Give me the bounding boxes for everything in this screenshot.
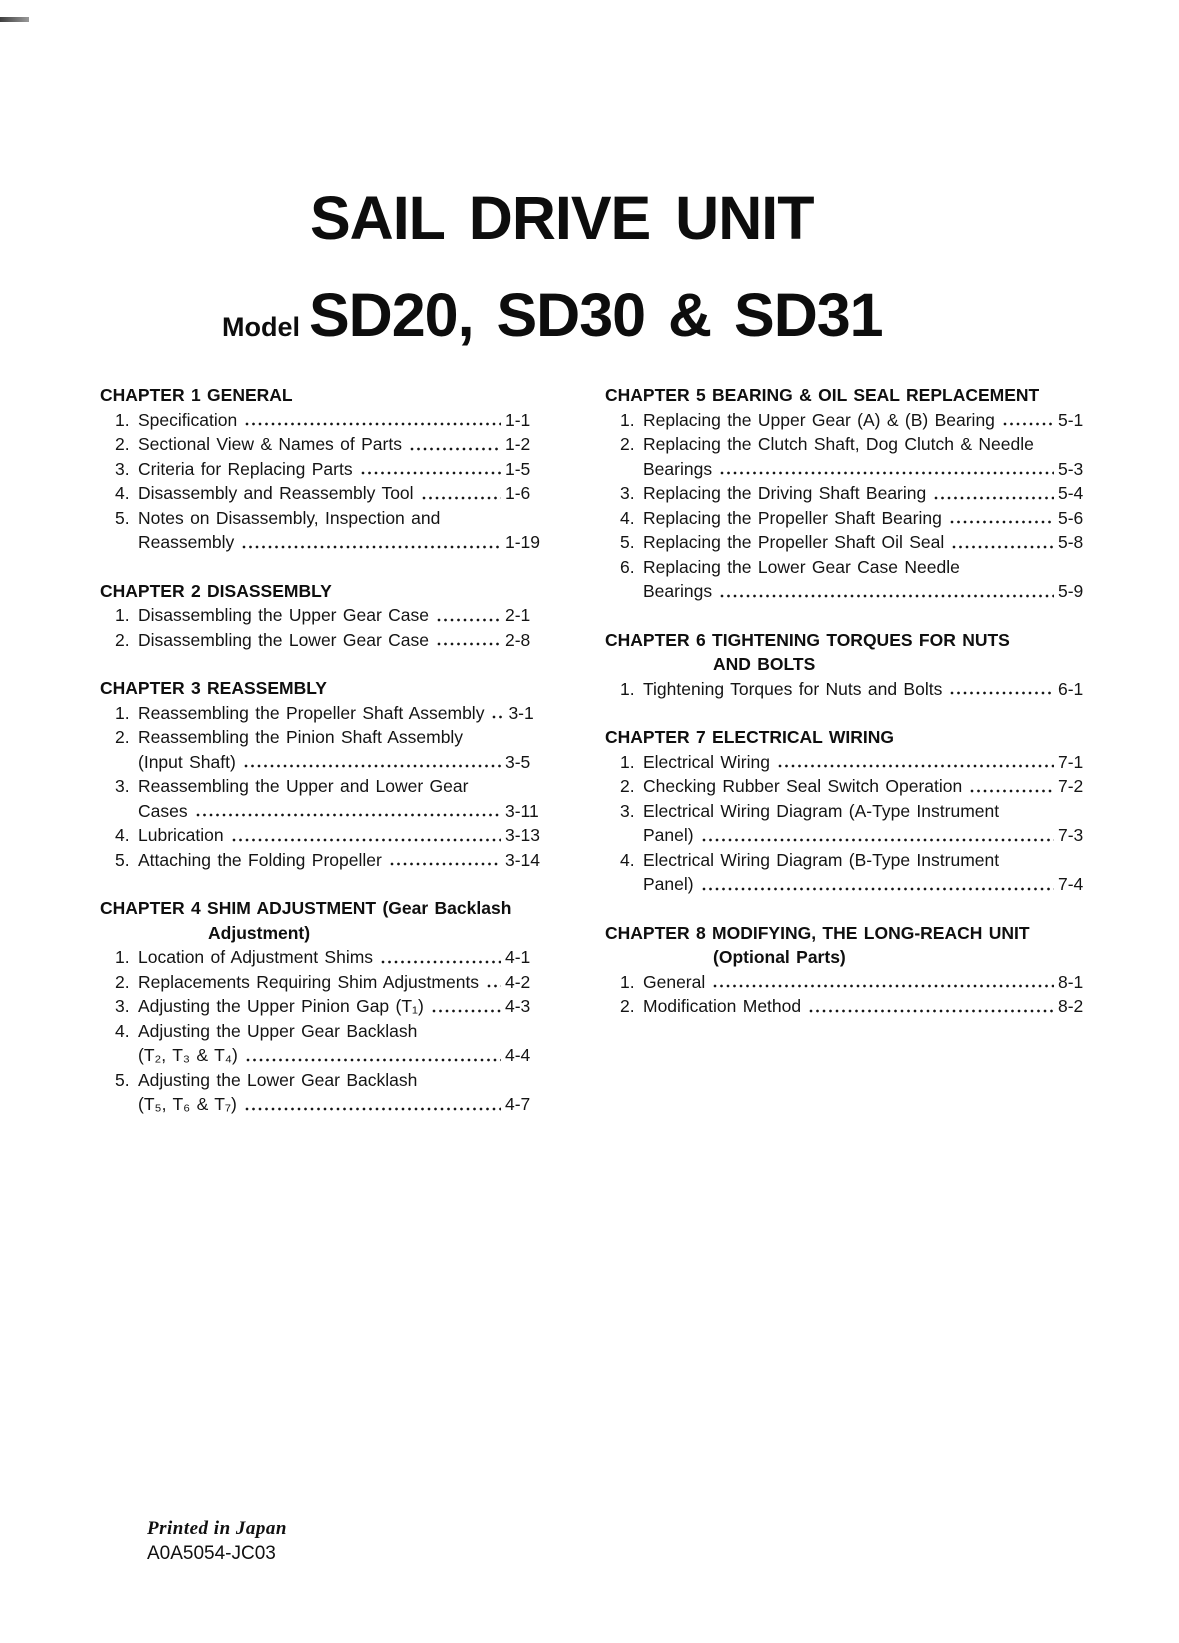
toc-entry-line (100, 970, 545, 995)
entry-number: 1. (620, 678, 635, 699)
toc-entry-line (100, 481, 545, 506)
entry-number: 1. (620, 751, 635, 772)
toc-entry-line (100, 848, 545, 873)
entry-number: 4. (115, 483, 130, 503)
entry-text: Bearings (643, 581, 713, 601)
entry-number: 6. (620, 556, 635, 577)
dot-leader (244, 764, 501, 768)
toc-left-column (100, 383, 545, 1117)
toc-entry-line (605, 823, 1098, 848)
toc-entry-line (100, 725, 545, 750)
chapter-title-line: CHAPTER 8 MODIFYING, THE LONG-REACH UNIT (605, 922, 1030, 943)
entry-text: Bearings (643, 458, 713, 479)
page-number: 5-1 (1058, 409, 1084, 430)
toc-entry-line (605, 799, 1098, 824)
toc-right-column (605, 383, 1098, 1117)
entry-text: Checking Rubber Seal Switch Operation (643, 776, 963, 796)
page-number: 2-8 (505, 629, 531, 650)
entry-number: 2. (115, 629, 130, 650)
entry-text: General (643, 971, 706, 992)
chapter-title-line: (Optional Parts) (713, 947, 846, 967)
entry-text: Adjusting the Lower Gear Backlash (138, 1069, 418, 1090)
chapter-title-line: AND BOLTS (713, 654, 816, 674)
entry-number: 5. (115, 1069, 130, 1090)
toc-entry-line (605, 530, 1098, 555)
dot-leader (809, 1009, 1054, 1013)
entry-text: Replacing the Lower Gear Case Needle (643, 556, 960, 577)
dot-leader (432, 1009, 501, 1013)
toc-entry-line (100, 457, 545, 482)
page-footer (147, 1516, 287, 1566)
chapter-title-line: CHAPTER 4 SHIM ADJUSTMENT (Gear Backlash (100, 898, 512, 918)
page-number: 1-2 (505, 434, 531, 454)
entry-text: Replacing the Driving Shaft Bearing (643, 483, 927, 503)
scan-artifact-mark (0, 17, 29, 22)
entry-number: 5. (115, 849, 130, 870)
entry-number: 1. (115, 605, 130, 625)
dot-leader (245, 1107, 501, 1111)
dot-leader (778, 764, 1054, 768)
entry-text: Electrical Wiring Diagram (B-Type Instrument (643, 849, 1000, 870)
entry-number: 5. (620, 532, 635, 552)
entry-number: 3. (620, 483, 635, 503)
page-number: 4-4 (505, 1045, 531, 1065)
dot-leader (950, 520, 1054, 524)
entry-text: Replacing the Upper Gear (A) & (B) Bearing (643, 409, 995, 430)
toc-entry-line (100, 1019, 545, 1044)
chapter-title-line: CHAPTER 7 ELECTRICAL WIRING (605, 727, 895, 747)
dot-leader (720, 594, 1054, 598)
page-number: 5-8 (1058, 532, 1084, 552)
toc-entry-line (100, 506, 545, 531)
entry-number: 2. (115, 434, 130, 454)
dot-leader (245, 422, 501, 426)
page-number: 1-5 (505, 458, 531, 479)
toc-entry-line (100, 774, 545, 799)
dot-leader (390, 862, 501, 866)
toc-entry-line (100, 750, 545, 775)
entry-text: Disassembly and Reassembly Tool (138, 483, 414, 503)
entry-text: Reassembling the Propeller Shaft Assembly (138, 702, 485, 723)
page-number: 5-6 (1058, 507, 1084, 528)
toc-entry-line (605, 481, 1098, 506)
chapter-title-line: CHAPTER 1 GENERAL (100, 385, 293, 405)
toc-chapter (605, 921, 1098, 1019)
dot-leader (410, 447, 501, 451)
dot-leader (702, 887, 1054, 891)
toc-entry-line (605, 872, 1098, 897)
entry-number: 2. (115, 971, 130, 992)
entry-text: Lubrication (138, 825, 224, 845)
page-number: 3-5 (505, 751, 531, 772)
page-number: 3-13 (505, 825, 541, 845)
dot-leader (242, 545, 501, 549)
toc-chapter (100, 383, 545, 555)
toc-chapter (605, 628, 1098, 702)
entry-text: Tightening Torques for Nuts and Bolts (643, 678, 943, 699)
model-row (222, 275, 883, 367)
dot-leader (970, 789, 1054, 793)
entry-text: (Input Shaft) (138, 751, 236, 772)
entry-text: Modification Method (643, 996, 802, 1016)
toc-entry-line (605, 994, 1098, 1019)
toc-chapter (605, 383, 1098, 604)
dot-leader (196, 813, 501, 817)
dot-leader (232, 838, 501, 842)
entry-text: Cases (138, 800, 188, 821)
title-block (222, 178, 883, 367)
dot-leader (487, 984, 501, 988)
dot-leader (713, 984, 1054, 988)
toc-entry-line (100, 408, 545, 433)
entry-text: Criteria for Replacing Parts (138, 458, 353, 479)
toc-entry-line (100, 530, 545, 555)
model-label: Model (222, 312, 300, 342)
page-number: 3-1 (508, 702, 534, 723)
toc-entry-line (100, 1092, 545, 1117)
page-number: 3-11 (505, 800, 539, 821)
entry-text: (T₂, T₃ & T₄) (138, 1045, 238, 1065)
entry-text: Panel) (643, 874, 694, 894)
entry-number: 2. (620, 996, 635, 1016)
entry-text: Reassembling the Upper and Lower Gear (138, 776, 469, 796)
entry-text: Electrical Wiring Diagram (A-Type Instrument (643, 800, 1000, 821)
entry-text: Reassembly (138, 532, 235, 552)
page-number: 7-4 (1058, 874, 1084, 894)
entry-text: (T₅, T₆ & T₇) (138, 1094, 237, 1114)
entry-number: 4. (115, 1020, 130, 1041)
toc-entry-line (605, 970, 1098, 995)
page-number: 7-2 (1058, 776, 1084, 796)
toc-entry-line (100, 1068, 545, 1093)
toc-chapter (605, 725, 1098, 897)
entry-text: Specification (138, 409, 238, 430)
entry-text: Adjusting the Upper Pinion Gap (T₁) (138, 996, 424, 1016)
page-number: 1-19 (505, 532, 541, 552)
entry-text: Location of Adjustment Shims (138, 947, 374, 967)
toc-entry-line (605, 774, 1098, 799)
document-code: A0A5054-JC03 (147, 1543, 276, 1564)
entry-number: 4. (115, 825, 130, 845)
page-number: 4-7 (505, 1094, 531, 1114)
page-number: 3-14 (505, 849, 541, 870)
page-number: 1-6 (505, 483, 531, 503)
toc-entry-line (100, 994, 545, 1019)
entry-text: Electrical Wiring (643, 751, 770, 772)
table-of-contents (100, 383, 1098, 1117)
chapter-title-line: Adjustment) (208, 922, 311, 943)
toc-entry-line (100, 945, 545, 970)
toc-entry-line (605, 677, 1098, 702)
entry-text: Reassembling the Pinion Shaft Assembly (138, 727, 464, 747)
entry-number: 1. (115, 947, 130, 967)
entry-number: 3. (620, 800, 635, 821)
dot-leader (492, 715, 504, 719)
dot-leader (437, 642, 501, 646)
toc-entry-line (100, 432, 545, 457)
entry-text: Replacing the Propeller Shaft Bearing (643, 507, 942, 528)
dot-leader (246, 1058, 501, 1062)
entry-text: Adjusting the Upper Gear Backlash (138, 1020, 418, 1041)
entry-text: Replacing the Clutch Shaft, Dog Clutch & Needle (643, 434, 1034, 454)
title-row (310, 178, 883, 275)
page-number: 4-2 (505, 971, 531, 992)
toc-chapter (100, 896, 545, 1117)
entry-number: 2. (620, 776, 635, 796)
dot-leader (934, 496, 1054, 500)
chapter-title-line: CHAPTER 2 DISASSEMBLY (100, 580, 332, 601)
entry-text: Sectional View & Names of Parts (138, 434, 402, 454)
toc-entry-line (605, 579, 1098, 604)
entry-number: 3. (115, 458, 130, 479)
entry-number: 3. (115, 776, 130, 796)
page-number: 4-1 (505, 947, 531, 967)
toc-entry-line (100, 603, 545, 628)
page-number: 8-1 (1058, 971, 1084, 992)
entry-text: Attaching the Folding Propeller (138, 849, 382, 870)
toc-chapter (100, 676, 545, 872)
entry-text: Panel) (643, 825, 694, 845)
entry-number: 1. (115, 702, 130, 723)
toc-entry-line (100, 799, 545, 824)
page-number: 7-3 (1058, 825, 1084, 845)
chapter-title-line: CHAPTER 5 BEARING & OIL SEAL REPLACEMENT (605, 385, 1040, 405)
page-number: 4-3 (505, 996, 531, 1016)
dot-leader (952, 545, 1054, 549)
toc-entry-line (605, 750, 1098, 775)
toc-entry-line (605, 555, 1098, 580)
toc-entry-line (100, 628, 545, 653)
page-number: 5-9 (1058, 581, 1084, 601)
toc-chapter (100, 579, 545, 653)
toc-entry-line (605, 432, 1098, 457)
chapter-title-line: CHAPTER 6 TIGHTENING TORQUES FOR NUTS (605, 629, 1010, 650)
entry-number: 5. (115, 507, 130, 528)
toc-entry-line (100, 701, 545, 726)
page-number: 8-2 (1058, 996, 1084, 1016)
entry-number: 2. (115, 727, 130, 747)
entry-number: 1. (620, 971, 635, 992)
entry-number: 3. (115, 996, 130, 1016)
page-number: 2-1 (505, 605, 531, 625)
entry-number: 4. (620, 507, 635, 528)
toc-entry-line (605, 457, 1098, 482)
dot-leader (361, 471, 501, 475)
page-number: 5-4 (1058, 483, 1084, 503)
toc-entry-line (605, 506, 1098, 531)
dot-leader (381, 960, 501, 964)
toc-entry-line (100, 1043, 545, 1068)
toc-entry-line (100, 823, 545, 848)
dot-leader (720, 471, 1054, 475)
dot-leader (437, 618, 501, 622)
model-number: SD20, SD30 & SD31 (309, 281, 883, 349)
dot-leader (702, 838, 1054, 842)
page-number: 5-3 (1058, 458, 1084, 479)
page-number: 6-1 (1058, 678, 1084, 699)
entry-number: 1. (115, 409, 130, 430)
entry-text: Disassembling the Lower Gear Case (138, 629, 429, 650)
dot-leader (1003, 422, 1054, 426)
entry-text: Notes on Disassembly, Inspection and (138, 507, 441, 528)
document-title: SAIL DRIVE UNIT (310, 184, 814, 252)
entry-text: Disassembling the Upper Gear Case (138, 605, 429, 625)
chapter-title-line: CHAPTER 3 REASSEMBLY (100, 678, 327, 698)
page-number: 7-1 (1058, 751, 1084, 772)
entry-text: Replacements Requiring Shim Adjustments (138, 971, 480, 992)
dot-leader (950, 691, 1054, 695)
toc-entry-line (605, 848, 1098, 873)
entry-text: Replacing the Propeller Shaft Oil Seal (643, 532, 945, 552)
entry-number: 2. (620, 434, 635, 454)
dot-leader (422, 496, 501, 500)
entry-number: 1. (620, 409, 635, 430)
printed-in-japan-label: Printed in Japan (147, 1518, 287, 1539)
toc-entry-line (605, 408, 1098, 433)
page-number: 1-1 (505, 409, 531, 430)
entry-number: 4. (620, 849, 635, 870)
